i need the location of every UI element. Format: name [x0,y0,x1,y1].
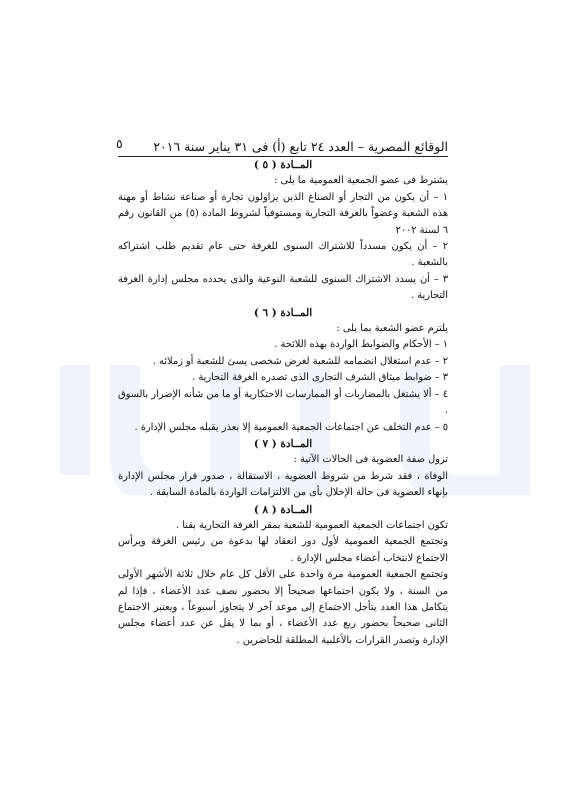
article-5-intro: يشترط فى عضو الجمعية العمومية ما يلى : [274,175,448,187]
header-title: الوقائع المصرية – العدد ٢٤ تابع (أ) فى ٣١ يناير سنة ٢٠١٦ [153,138,448,154]
article-6-item-3: ٣ – ضوابط ميثاق الشرف التجارى الذى تصدره الغرفة التجارية . [192,372,448,384]
article-6-intro: يلتزم عضو الشعبة بما يلى : [336,323,448,335]
page-header [118,136,448,156]
article-8-para-2: وتجتمع الجمعية العمومية لأول دور انعقاد لها بدعوة من رئيس الغرفة ويرأس الاجتماع لانتخاب أعضاء مجلس الإدارة . [118,536,448,564]
article-5-item-2: ٢ – أن يكون مسدداً للاشتراك السنوى للغرفة حتى عام تقديم طلب اشتراكه بالشعبة . [118,241,448,269]
article-6-item-5: ٥ – عدم التخلف عن اجتماعات الجمعية العمومية إلا بعذر يقبله مجلس الإدارة . [134,421,448,433]
page-number: ٥ [116,136,123,151]
article-heading-6: المــادة ( ٦ ) [253,306,313,319]
article-8-para-3: وتجتمع الجمعية العمومية مرة واحدة على الأقل كل عام خلال ثلاثة الأشهر الأولى من السنة ، ولا يكون اجتماعها صحيحاً إلا بحضور نصف عدد الأعضاء ، فإذا لم يتكامل هذا العدد يتأجل الاجتماع إلى موعد آخر لا يتجاوز أسبوعاً ، ويعتبر الاجتماع الثانى صحيحاً بحضور ربع عدد الأعضاء ، أو بما لا يقل عن عدد أعضاء مجلس الإدارة وتصدر القرارات بالأغلبية المطلقة للحاضرين . [118,569,448,646]
document-body [118,157,448,649]
article-5-item-3: ٣ – أن يسدد الاشتراك السنوى للشعبة النوعية والذى يحدده مجلس إدارة الغرفة التجارية . [118,273,448,302]
article-6-item-4: ٤ – ألا يشتغل بالمضاربات أو الممارسات الاحتكارية أو ما من شأنه الإضرار بالسوق . [118,388,448,417]
article-8-para-1: تكون اجتماعات الجمعية العمومية للشعبة بمقر الغرفة التجارية بقنا . [176,519,448,531]
article-heading-7: المــادة ( ٧ ) [253,437,313,450]
article-heading-5: المــادة ( ٥ ) [253,159,313,171]
article-6-item-2: ٢ – عدم استغلال انضمامه للشعبة لغرض شخصى يسئ للشعبة أو زملائه . [152,355,448,367]
article-6-item-1: ١ – الأحكام والضوابط الواردة بهذه اللائحة . [274,339,448,351]
article-7-intro: تزول صفة العضوية فى الحالات الآتية : [293,454,448,466]
article-5-item-1: ١ – أن يكون من التجار أو الصناع الذين يزاولون تجارة أو صناعة نشاط أو مهنة هذه الشعبة وعضواً بالغرفة التجارية ومستوفياً لشروط المادة (٥) من القانون رقم ٦ لسنة ٢٠٠٢ [118,191,448,236]
article-heading-8: المــادة ( ٨ ) [253,503,313,516]
article-7-item-1: الوفاة ، فقد شرط من شروط العضوية ، الاستقالة ، صدور قرار مجلس الإدارة بإنهاء العضوية فى حالة الإخلال بأى من الالتزامات الواردة بالمادة السابقة . [118,470,448,499]
